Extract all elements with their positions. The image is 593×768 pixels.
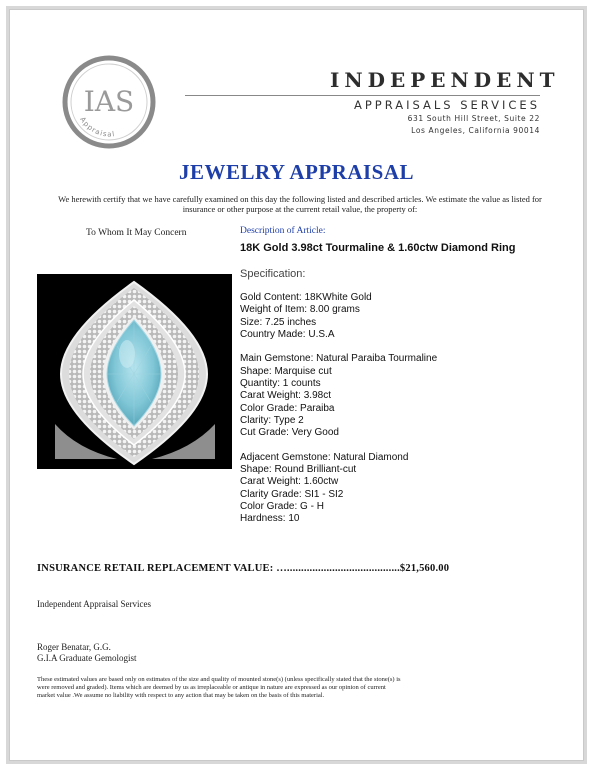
spec-item: Cut Grade: Very Good: [240, 427, 339, 439]
spec-item: Country Made: U.S.A: [240, 328, 335, 340]
spec-item: Shape: Round Brilliant-cut: [240, 464, 357, 476]
spec-item: Size: 7.25 inches: [240, 316, 317, 328]
disclaimer-line: market value .We assume no liability with respect to any action that may be taken on the basis of this material.: [37, 692, 325, 700]
certification-text: [50, 194, 550, 214]
company-header: [330, 68, 560, 136]
spec-item: Clarity Grade: SI1 - SI2: [240, 488, 344, 500]
disclaimer-line: These estimated values are based only on estimates of the size and quality of mounted stone(s) (unless specifically stated that the stone(s) is: [37, 676, 401, 683]
signature-block: [37, 642, 136, 664]
spec-item: Main Gemstone: Natural Paraiba Tourmaline: [240, 353, 438, 365]
description-label: Description of Article:: [240, 226, 326, 236]
signoff-company: Independent Appraisal Services: [37, 599, 151, 609]
company-subtitle: APPRAISALS SERVICES: [353, 98, 540, 112]
ias-logo: [62, 55, 156, 149]
signer-title: G.I.A Graduate Gemologist: [37, 653, 137, 663]
article-title: 18K Gold 3.98ct Tourmaline & 1.60ctw Diamond Ring: [240, 242, 516, 254]
logo-arc-text: Appraisal: [78, 115, 116, 139]
recipient: To Whom It May Concern: [86, 228, 187, 238]
spec-group-main-gemstone: [240, 353, 437, 439]
spec-item: Adjacent Gemstone: Natural Diamond: [240, 451, 409, 463]
disclaimer: [37, 676, 482, 701]
logo-initials: IAS: [83, 85, 135, 118]
ring-photo: [37, 274, 232, 469]
company-name: INDEPENDENT: [330, 68, 560, 92]
spec-item: Shape: Marquise cut: [240, 365, 332, 377]
company-address-line1: 631 South Hill Street, Suite 22: [407, 114, 540, 123]
specification-label: Specification:: [240, 268, 306, 280]
spec-item: Quantity: 1 counts: [240, 378, 321, 390]
header-rule: [185, 95, 540, 96]
spec-item: Weight of Item: 8.00 grams: [240, 304, 360, 316]
spec-group-metal: [240, 292, 437, 341]
spec-group-adjacent-gemstone: [240, 452, 437, 526]
spec-item: Gold Content: 18KWhite Gold: [240, 292, 372, 303]
page-title: JEWELRY APPRAISAL: [178, 160, 415, 184]
specification-list: [240, 292, 437, 538]
spec-item: Carat Weight: 1.60ctw: [240, 476, 339, 488]
spec-item: Carat Weight: 3.98ct: [240, 390, 331, 402]
spec-item: Hardness: 10: [240, 513, 300, 525]
disclaimer-line: were removed and graded). Items which are deemed by us as irreplaceable or antique in nature are expressed as our opinion of current: [37, 684, 386, 692]
company-address-line2: Los Angeles, California 90014: [411, 126, 540, 135]
certification-line: insurance or other purpose at the current retail value, the property of:: [182, 204, 418, 214]
spec-item: Clarity: Type 2: [240, 414, 304, 426]
insurance-value: INSURANCE RETAIL REPLACEMENT VALUE: …........................................$21,560.00: [37, 563, 450, 574]
spec-item: Color Grade: Paraiba: [240, 402, 335, 414]
certification-line: We herewith certify that we have carefully examined on this day the following listed and described articles. We estimate the value as listed for: [58, 194, 542, 204]
spec-item: Color Grade: G - H: [240, 501, 324, 513]
signer-name: Roger Benatar, G.G.: [37, 642, 111, 652]
